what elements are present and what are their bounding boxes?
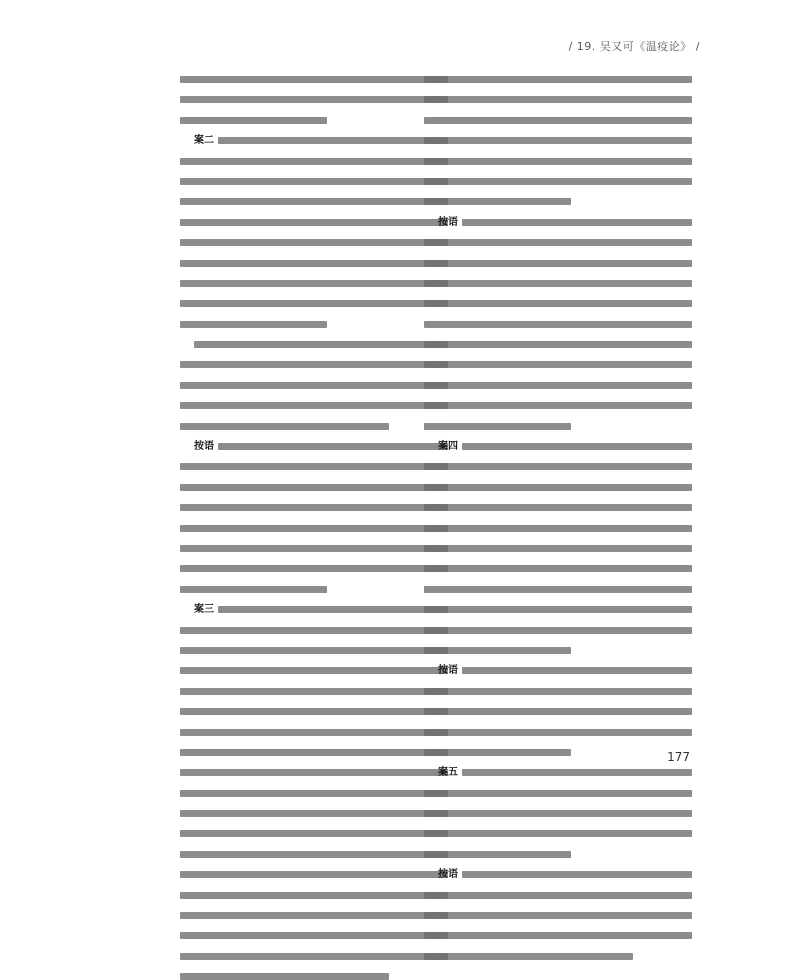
text-line — [180, 76, 448, 83]
left-text-column — [180, 76, 448, 766]
text-line — [180, 729, 448, 736]
text-line — [180, 749, 448, 756]
text-line — [424, 688, 692, 695]
text-line — [424, 810, 692, 817]
text-line — [180, 973, 389, 980]
text-line — [180, 382, 448, 389]
text-line — [180, 667, 448, 674]
text-line — [180, 178, 448, 185]
case-label: 案三 — [194, 604, 214, 616]
text-line — [424, 158, 692, 165]
text-line — [424, 198, 571, 205]
text-line — [424, 96, 692, 103]
commentary-label: 按语 — [438, 869, 458, 881]
text-line — [462, 769, 692, 776]
text-line — [180, 545, 448, 552]
text-line — [180, 627, 448, 634]
text-line — [218, 443, 448, 450]
text-line — [462, 219, 692, 226]
text-line — [180, 953, 448, 960]
text-line — [424, 300, 692, 307]
commentary-label: 按语 — [194, 441, 214, 453]
text-line — [180, 504, 448, 511]
case-heading — [180, 135, 448, 147]
text-line — [424, 790, 692, 797]
text-line — [180, 851, 448, 858]
text-line — [180, 892, 448, 899]
text-line — [424, 647, 571, 654]
text-line — [424, 586, 692, 593]
commentary-label: 按语 — [438, 216, 458, 228]
text-line — [424, 178, 692, 185]
text-line — [180, 525, 448, 532]
text-line — [180, 158, 448, 165]
text-line — [424, 239, 692, 246]
text-line — [424, 260, 692, 267]
text-line — [180, 790, 448, 797]
text-line — [424, 545, 692, 552]
text-line — [424, 504, 692, 511]
text-line — [194, 341, 448, 348]
text-line — [180, 402, 448, 409]
text-line — [180, 117, 327, 124]
text-line — [424, 382, 692, 389]
text-line — [424, 749, 571, 756]
text-line — [424, 708, 692, 715]
commentary-heading — [424, 869, 692, 881]
text-line — [424, 830, 692, 837]
text-line — [424, 341, 692, 348]
text-line — [180, 484, 448, 491]
text-line — [180, 96, 448, 103]
text-line — [424, 525, 692, 532]
case-label: 案四 — [438, 441, 458, 453]
text-line — [180, 463, 448, 470]
text-line — [180, 198, 448, 205]
text-line — [180, 871, 448, 878]
text-line — [180, 280, 448, 287]
text-line — [424, 402, 692, 409]
text-line — [424, 851, 571, 858]
text-line — [424, 606, 692, 613]
text-line — [180, 219, 448, 226]
commentary-heading — [424, 216, 692, 228]
text-line — [462, 667, 692, 674]
text-line — [424, 76, 692, 83]
text-line — [180, 912, 448, 919]
text-line — [424, 423, 571, 430]
page-number: 177 — [667, 750, 690, 764]
text-line — [424, 117, 692, 124]
text-line — [424, 932, 692, 939]
commentary-heading — [424, 665, 692, 677]
commentary-label: 按语 — [438, 665, 458, 677]
text-line — [180, 647, 448, 654]
text-line — [424, 484, 692, 491]
text-line — [424, 137, 692, 144]
text-line — [424, 953, 633, 960]
text-line — [180, 423, 389, 430]
text-line — [424, 729, 692, 736]
case-label: 案二 — [194, 135, 214, 147]
right-text-column — [424, 76, 692, 881]
text-line — [180, 932, 448, 939]
text-line — [462, 443, 692, 450]
text-line — [180, 565, 448, 572]
text-line — [180, 708, 448, 715]
running-header: / 19. 吴又可《温疫论》 / — [568, 40, 700, 53]
text-line — [180, 769, 448, 776]
text-line — [180, 830, 448, 837]
text-line — [462, 871, 692, 878]
text-line — [180, 260, 448, 267]
text-line — [424, 280, 692, 287]
text-line — [424, 627, 692, 634]
text-line — [424, 565, 692, 572]
text-line — [424, 912, 692, 919]
text-line — [424, 463, 692, 470]
case-heading — [424, 767, 692, 779]
text-line — [180, 810, 448, 817]
case-heading — [180, 604, 448, 616]
text-line — [424, 361, 692, 368]
text-line — [424, 321, 692, 328]
text-line — [180, 300, 448, 307]
text-line — [180, 586, 327, 593]
text-line — [180, 239, 448, 246]
text-line — [218, 606, 448, 613]
text-line — [180, 361, 448, 368]
text-line — [424, 892, 692, 899]
text-line — [180, 321, 327, 328]
text-line — [180, 688, 448, 695]
case-heading — [424, 441, 692, 453]
text-line — [218, 137, 448, 144]
case-label: 案五 — [438, 767, 458, 779]
